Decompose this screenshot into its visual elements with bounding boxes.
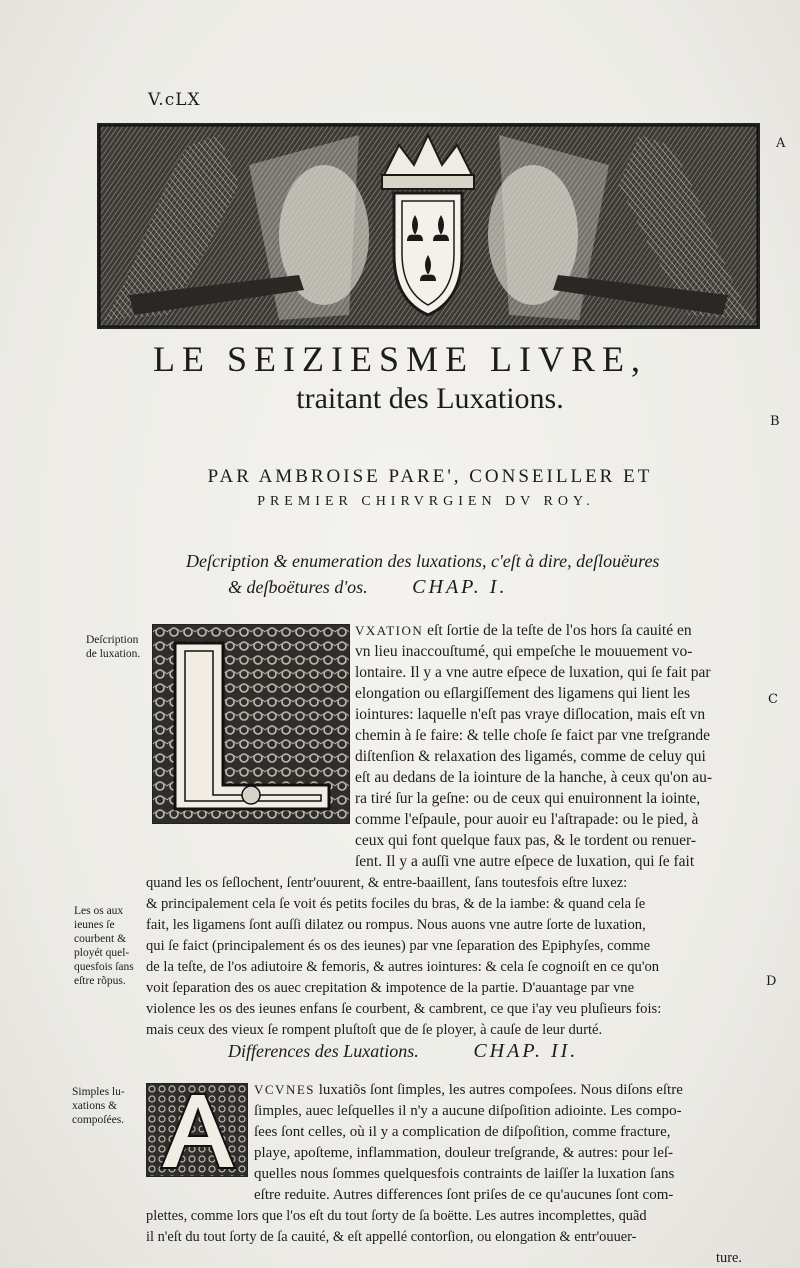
chapter2-line: plettes, comme lors que l'os eſt du tout ſorty de ſa boëtte. Les autres incomplettes, quãd	[146, 1208, 647, 1224]
chapter2-title: Differences des Luxations.	[228, 1041, 419, 1061]
chapter2-line: ſimples, auec leſquelles il n'y a aucune diſpoſition adiointe. Les compo-	[254, 1103, 682, 1119]
book-title: LE SEIZIESME LIVRE,	[153, 339, 647, 379]
margin-note-line: eſtre rõpus.	[74, 975, 126, 987]
chapter1-line: quand les os ſeſlochent, ſentr'ouurent, & entre-baaillent, ſans toutesfois eſtre luxez:	[146, 875, 628, 891]
chapter2-line: quelles nous ſommes quelquesfois contraints de laiſſer la luxation ſans	[254, 1166, 675, 1182]
author-line-1: PAR AMBROISE PARE', CONSEILLER ET	[207, 466, 653, 487]
chapter2-label: CHAP. II.	[473, 1040, 579, 1062]
chapter2-line	[254, 1080, 683, 1100]
chapter1-line: ſent. Il y a auſſi vne autre eſpece de luxation, qui ſe fait	[355, 853, 695, 870]
chapter1-title-line2-wrap	[228, 576, 507, 599]
chapter2-line: eſtre reduite. Autres differences ſont priſes de ce qu'aucunes ſont com-	[254, 1187, 674, 1203]
chapter1-line: iointures: laquelle n'eſt pas vraye diſlocation, mais eſt vn	[355, 706, 706, 723]
folio-number: V.cLX	[148, 90, 201, 110]
margin-letter-a: A	[776, 136, 786, 151]
drop-cap-l	[152, 624, 350, 824]
margin-note-line: courbent &	[74, 933, 127, 945]
margin-note-line: Simples lu-	[72, 1086, 125, 1098]
chapter1-line: voit ſeparation des os auec crepitation & impotence de la partie. D'auantage par vne	[146, 980, 635, 996]
chapter1-line: lontaire. Il y a vne autre eſpece de luxation, qui ſe fait par	[355, 664, 711, 681]
margin-note-line: compoſées.	[72, 1114, 125, 1126]
chapter1-line: comme l'eſpaule, pour auoir eu l'aſtrapade: ou le pied, à	[355, 811, 699, 828]
margin-note-line: de luxation.	[86, 648, 141, 660]
chapter1-line: mais ceux des vieux ſe rompent pluſtoſt que de ſe ployer, à cauſe de leur durté.	[146, 1022, 603, 1038]
chapter2-line-text: luxatiõs ſont ſimples, les autres compoſees. Nous diſons eſtre	[315, 1082, 683, 1098]
chapter2-heading	[228, 1040, 578, 1063]
chapter1-line: qui ſe faict (principalement és os des ieunes) par vne ſeparation des Epiphyſes, comme	[146, 938, 651, 954]
drop-cap-a	[146, 1083, 248, 1177]
chapter1-line: vn lieu inaccouſtumé, qui empeſche le mouuement vo-	[355, 643, 693, 660]
margin-note-line: Deſcription	[86, 634, 139, 646]
chapter1-line: chemin à ſe faire: & telle choſe ſe faict par vne treſgrande	[355, 727, 711, 744]
chapter1-line: eſt au dedans de la iointure de la hanche, à ceux qu'on au-	[355, 769, 712, 786]
chapter2-line: ſees ſont celles, où il y a complication de diſpoſition, comme fracture,	[254, 1124, 671, 1140]
chapter1-line: ceux qui font quelque faux pas, & le tordent ou renuer-	[355, 832, 697, 849]
book-subtitle: traitant des Luxations.	[296, 382, 564, 415]
margin-letter-d: D	[766, 974, 777, 989]
margin-letter-c: C	[768, 692, 778, 707]
margin-note-line: ieunes ſe	[74, 919, 115, 931]
royal-arms-headpiece	[97, 123, 760, 329]
chapter2-line: il n'eſt du tout ſorty de ſa cauité, & eſt appellé contorſion, ou elongation & entr'ouuer-	[146, 1229, 637, 1245]
chapter1-line	[355, 621, 692, 641]
margin-note-line: quesfois ſans	[74, 961, 134, 973]
chapter1-title-line2: & deſboëtures d'os.	[228, 577, 368, 597]
chapter1-line-text: eſt ſortie de la teſte de l'os hors ſa cauité en	[423, 622, 692, 639]
chapter1-line: de la teſte, de l'os adiutoire & femoris, & autres iointures: & cela ſe cognoiſt en ce qu'on	[146, 959, 660, 975]
chapter1-line: fait, les ligamens ſont auſſi dilatez ou rompus. Nous auons vne autre ſorte de luxation,	[146, 917, 646, 933]
chapter2-first-word: VCVNES	[254, 1082, 316, 1097]
margin-letter-b: B	[770, 414, 780, 429]
margin-note-simple	[72, 1085, 142, 1127]
margin-note-line: xations &	[72, 1100, 118, 1112]
chapter1-title-line1: Deſcription & enumeration des luxations, c'eſt à dire, deſlouëures	[186, 551, 660, 571]
chapter1-line: ra tiré ſur la geſne: ou de ceux qui enuironnent la iointe,	[355, 790, 701, 807]
margin-note-line: ployét quel-	[74, 947, 130, 959]
chapter1-label: CHAP. I.	[412, 576, 508, 598]
margin-note-bones	[74, 904, 144, 988]
chapter2-line: ture.	[716, 1250, 742, 1266]
chapter1-first-word: VXATION	[355, 623, 424, 638]
chapter1-line: diſtenſion & relaxation des ligamés, comme de celuy qui	[355, 748, 706, 765]
author-line-2: PREMIER CHIRVRGIEN DV ROY.	[257, 494, 595, 509]
margin-note-line: Les os aux	[74, 905, 124, 917]
chapter2-line: playe, apoſteme, inflammation, douleur treſgrande, & autres: pour leſ-	[254, 1145, 674, 1161]
chapter1-line: elongation ou eſlargiſſement des ligamens qui lient les	[355, 685, 691, 702]
chapter1-line: violence les os des ieunes enfans ſe courbent, & cambrent, ce que i'ay veu pluſieurs fois:	[146, 1001, 662, 1017]
chapter1-line: & principalement cela ſe voit és petits fociles du bras, & de la iambe: & quand cela ſe	[146, 896, 646, 912]
margin-note-description	[86, 633, 156, 661]
